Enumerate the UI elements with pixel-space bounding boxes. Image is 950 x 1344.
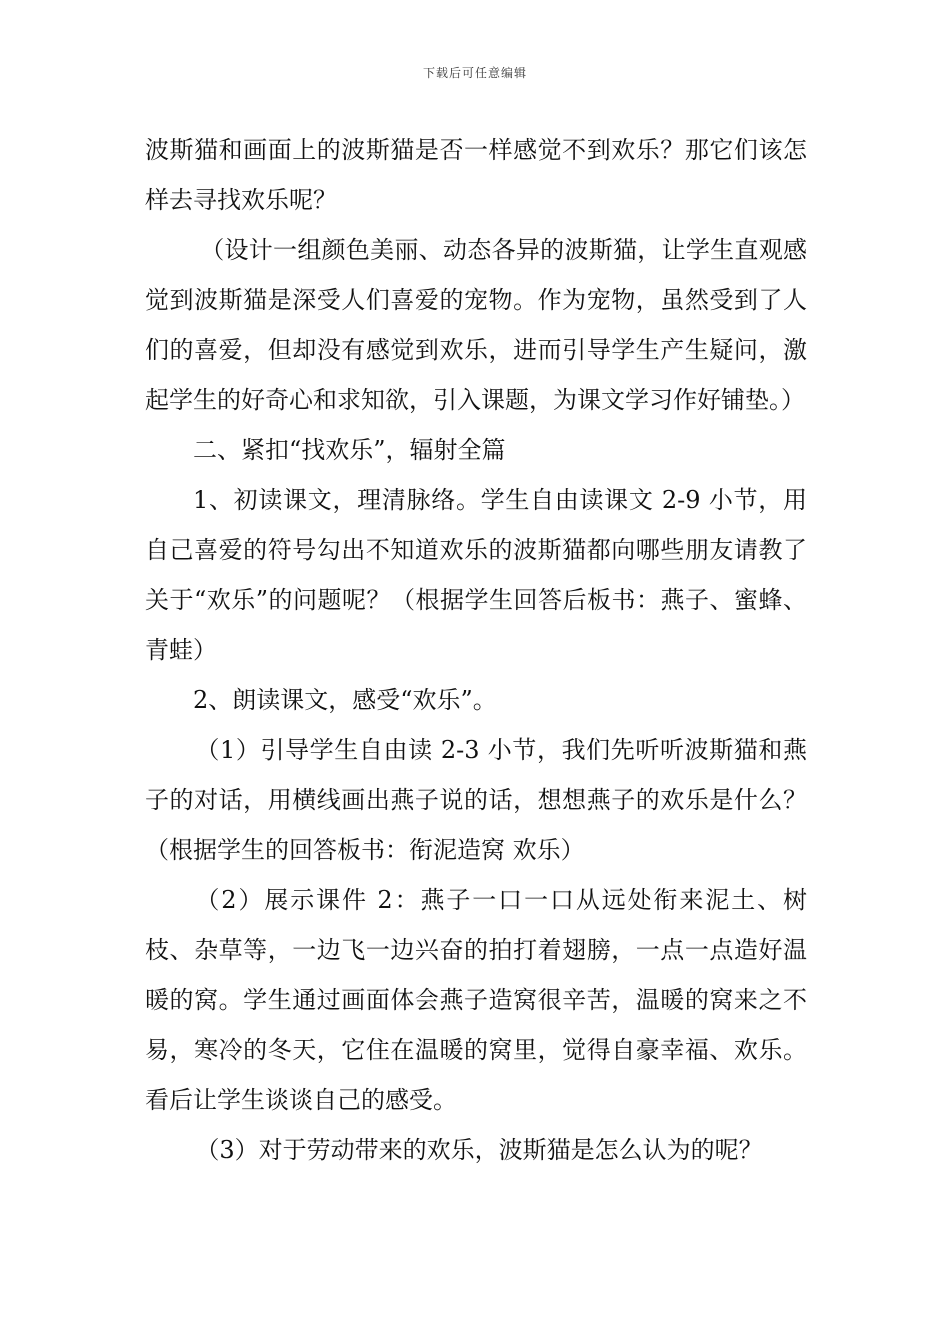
paragraph: 2、朗读课文，感受“欢乐”。 bbox=[193, 686, 497, 714]
paragraph: （设计一组颜色美丽、动态各异的波斯猫，让学生直观感觉到波斯猫是深受人们喜爱的宠物。作为宠物，虽然受到了人们的喜爱，但却没有感觉到欢乐，进而引导学生产生疑问，激起学生的好奇心和求知欲，引入课题，为课文学习作好铺垫。） bbox=[145, 236, 807, 414]
paragraph: 1、初读课文，理清脉络。学生自由读课文 2-9 小节，用自己喜爱的符号勾出不知道欢乐的波斯猫都向哪些朋友请教了关于“欢乐”的问题呢？（根据学生回答后板书：燕子、蜜蜂、青蛙） bbox=[145, 486, 807, 664]
paragraph: （2）展示课件 2：燕子一口一口从远处衔来泥土、树枝、杂草等，一边飞一边兴奋的拍打着翅膀，一点一点造好温暖的窝。学生通过画面体会燕子造窝很辛苦，温暖的窝来之不易，寒冷的冬天，它住在温暖的窝里，觉得自豪幸福、欢乐。看后让学生谈谈自己的感受。 bbox=[145, 886, 807, 1114]
document-body bbox=[145, 125, 807, 1175]
paragraph: （1）引导学生自由读 2-3 小节，我们先听听波斯猫和燕子的对话，用横线画出燕子说的话，想想燕子的欢乐是什么？（根据学生的回答板书：衔泥造窝 欢乐） bbox=[145, 736, 807, 864]
paragraph: 波斯猫和画面上的波斯猫是否一样感觉不到欢乐？那它们该怎样去寻找欢乐呢？ bbox=[145, 136, 807, 214]
page-header: 下载后可任意编辑 bbox=[422, 66, 527, 80]
paragraph: （3）对于劳动带来的欢乐，波斯猫是怎么认为的呢？ bbox=[195, 1136, 763, 1164]
section-heading: 二、紧扣“找欢乐”，辐射全篇 bbox=[193, 436, 506, 464]
